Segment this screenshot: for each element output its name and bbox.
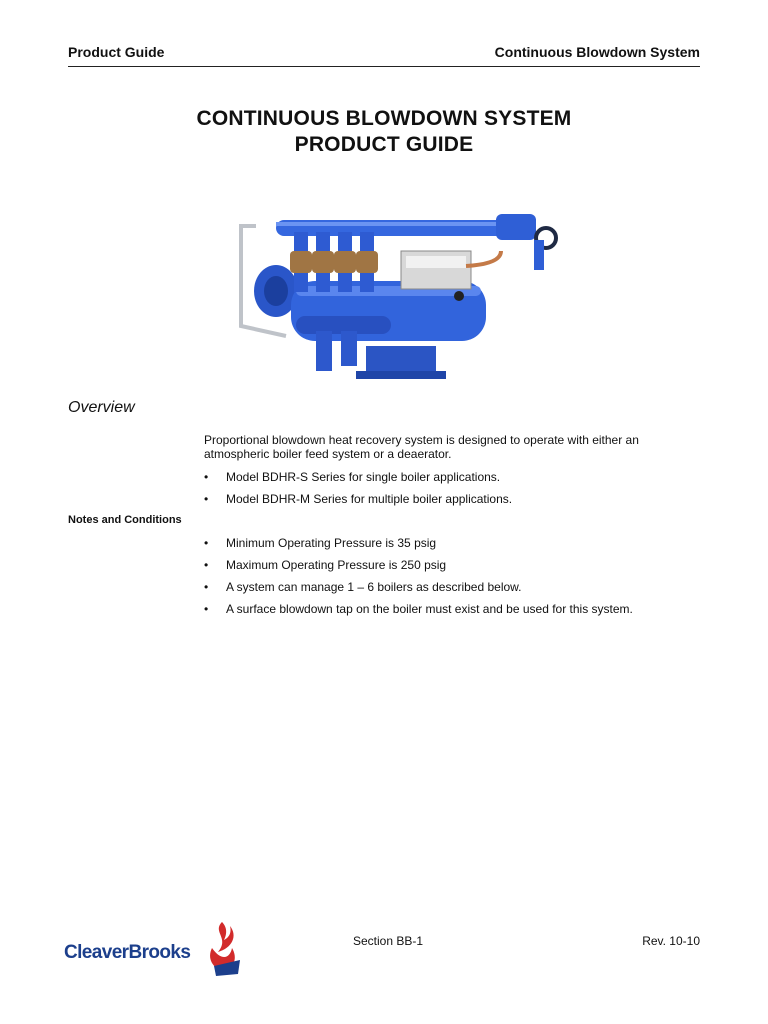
title-line-2: PRODUCT GUIDE <box>294 133 474 156</box>
list-item-text: A surface blowdown tap on the boiler must exist and be used for this system. <box>226 602 633 616</box>
title-line-1: CONTINUOUS BLOWDOWN SYSTEM <box>196 107 572 130</box>
notes-heading: Notes and Conditions <box>68 514 182 526</box>
model-list <box>204 469 704 513</box>
header-right: Continuous Blowdown System <box>494 44 700 60</box>
list-item-text: A system can manage 1 – 6 boilers as described below. <box>226 580 522 594</box>
list-item <box>204 535 704 557</box>
bullet-icon: • <box>204 492 209 506</box>
list-item <box>204 491 704 513</box>
cleaverbrooks-logo <box>62 918 242 978</box>
list-item <box>204 601 704 623</box>
list-item-text: Model BDHR-S Series for single boiler applications. <box>226 470 501 484</box>
list-item-text: Model BDHR-M Series for multiple boiler applications. <box>226 492 513 506</box>
header-left: Product Guide <box>68 44 165 60</box>
section-heading-overview: Overview <box>68 399 135 416</box>
blowdown-system-illustration <box>216 196 566 386</box>
list-item <box>204 579 704 601</box>
list-item-text: Maximum Operating Pressure is 250 psig <box>226 558 447 572</box>
bullet-icon: • <box>204 602 209 616</box>
list-item-text: Minimum Operating Pressure is 35 psig <box>226 536 437 550</box>
bullet-icon: • <box>204 580 209 594</box>
bullet-icon: • <box>204 470 209 484</box>
page-title <box>0 106 768 158</box>
page-header <box>68 44 700 67</box>
bullet-icon: • <box>204 558 209 572</box>
list-item <box>204 469 704 491</box>
logo-wordmark: CleaverBrooks <box>64 942 191 963</box>
footer-section: Section BB-1 <box>353 934 424 948</box>
overview-intro: Proportional blowdown heat recovery system is designed to operate with either an atmospheric boiler feed system or a deaerator. <box>204 433 639 461</box>
bullet-icon: • <box>204 536 209 550</box>
list-item <box>204 557 704 579</box>
notes-list <box>204 535 704 623</box>
footer-revision: Rev. 10-10 <box>642 934 700 948</box>
